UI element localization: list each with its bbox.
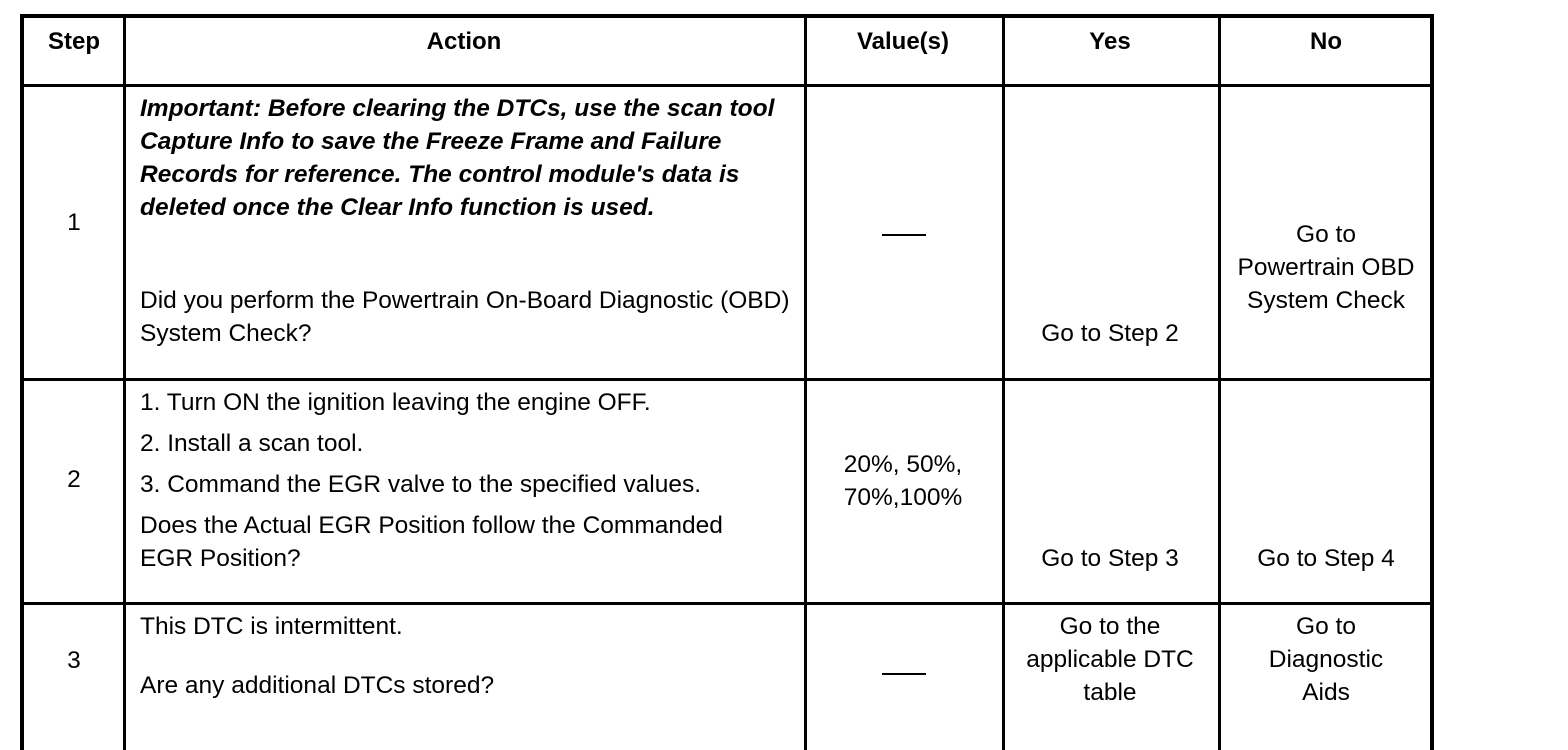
row-divider — [24, 378, 1430, 381]
value-dash — [882, 673, 926, 675]
step-number: 1 — [67, 209, 81, 236]
column-divider — [804, 18, 807, 750]
value-dash — [882, 234, 926, 236]
row-divider — [24, 84, 1430, 87]
header-values: Value(s) — [856, 28, 950, 55]
action-question: Did you perform the Powertrain On-Board Diagnostic (OBD) System Check? — [140, 287, 790, 347]
step-number: 2 — [67, 466, 81, 493]
header-yes: Yes — [1089, 28, 1131, 55]
header-no: No — [1310, 28, 1342, 55]
action-step: 3. Command the EGR valve to the specified values. — [140, 471, 702, 498]
column-divider — [123, 18, 126, 750]
column-divider — [1002, 18, 1005, 750]
action-question: Does the Actual EGR Position follow the Commanded EGR Position? — [140, 512, 723, 572]
no-outcome: Go to Powertrain OBD System Check — [1237, 221, 1415, 314]
action-step: 1. Turn ON the ignition leaving the engine OFF. — [140, 389, 651, 416]
yes-outcome: Go to Step 3 — [1041, 545, 1179, 572]
important-note: Important: Before clearing the DTCs, use the scan tool Capture Info to save the Freeze Frame and Failure Records for reference. The control module's data is deleted once the Clear Info function is used. — [140, 95, 775, 221]
no-outcome: Go to Step 4 — [1257, 545, 1395, 572]
action-step: 2. Install a scan tool. — [140, 430, 364, 457]
header-action: Action — [426, 28, 502, 55]
action-question: Are any additional DTCs stored? — [140, 672, 495, 699]
row-divider — [24, 602, 1430, 605]
header-step: Step — [47, 28, 100, 55]
no-outcome: Go to Diagnostic Aids — [1268, 613, 1384, 706]
column-divider — [1218, 18, 1221, 750]
diagnostic-table — [20, 14, 1434, 750]
action-statement: This DTC is intermittent. — [140, 613, 403, 640]
specified-values: 20%, 50%, 70%,100% — [843, 451, 963, 511]
yes-outcome: Go to Step 2 — [1041, 320, 1179, 347]
yes-outcome: Go to the applicable DTC table — [1026, 613, 1194, 706]
step-number: 3 — [67, 647, 81, 674]
